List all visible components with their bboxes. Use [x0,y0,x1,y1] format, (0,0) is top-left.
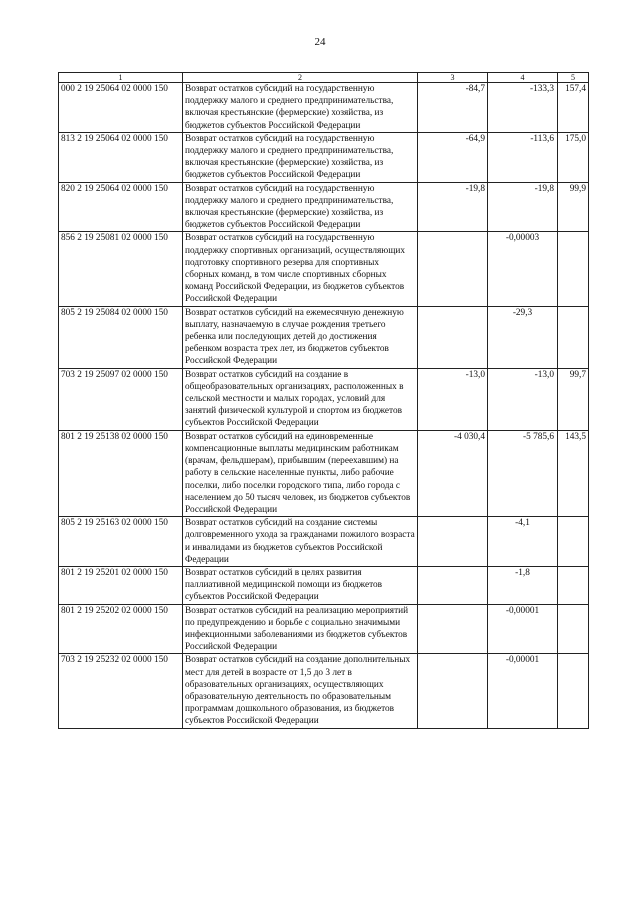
description-cell: Возврат остатков субсидий на государственную поддержку малого и среднего предпринимательства, включая крестьянские (фермерские) хозяйства, из бюджетов субъектов Российской Федерации [183,182,418,232]
code-cell: 000 2 19 25064 02 0000 150 [59,83,183,133]
description-cell: Возврат остатков субсидий в целях развития паллиативной медицинской помощи из бюджетов субъектов Российской Федерации [183,566,418,604]
code-cell: 801 2 19 25202 02 0000 150 [59,604,183,654]
code-cell: 820 2 19 25064 02 0000 150 [59,182,183,232]
percent-col-5 [558,517,589,567]
percent-col-5: 175,0 [558,132,589,182]
value-col-4: -29,3 [488,306,558,368]
code-cell: 801 2 19 25138 02 0000 150 [59,430,183,516]
table-row [59,604,589,654]
percent-col-5 [558,654,589,728]
value-col-3: -84,7 [418,83,488,133]
table-row [59,430,589,516]
code-cell: 703 2 19 25097 02 0000 150 [59,368,183,430]
value-col-3 [418,517,488,567]
value-col-3: -13,0 [418,368,488,430]
description-cell: Возврат остатков субсидий на создание в общеобразовательных организациях, расположенных в сельской местности и малых городах, условий для занятий физической культурой и спортом из бюджетов субъектов Российской Федерации [183,368,418,430]
value-col-4: -4,1 [488,517,558,567]
value-col-4: -0,00001 [488,654,558,728]
table-row [59,517,589,567]
description-cell: Возврат остатков субсидий на государственную поддержку малого и среднего предпринимательства, включая крестьянские (фермерские) хозяйства, из бюджетов субъектов Российской Федерации [183,83,418,133]
value-col-3: -19,8 [418,182,488,232]
value-col-4: -19,8 [488,182,558,232]
description-cell: Возврат остатков субсидий на ежемесячную денежную выплату, назначаемую в случае рождения третьего ребенка или последующих детей до достижения ребенком возраста трех лет, из бюджетов субъектов Российской Федерации [183,306,418,368]
percent-col-5 [558,566,589,604]
code-cell: 813 2 19 25064 02 0000 150 [59,132,183,182]
value-col-4: -5 785,6 [488,430,558,516]
budget-table [58,72,589,729]
value-col-3: -4 030,4 [418,430,488,516]
percent-col-5: 99,9 [558,182,589,232]
table-row [59,306,589,368]
description-cell: Возврат остатков субсидий на создание дополнительных мест для детей в возрасте от 1,5 до 3 лет в образовательных организациях, осуществляющих образовательную деятельность по образовательным программам дошкольного образования, из бюджетов субъектов Российской Федерации [183,654,418,728]
value-col-4: -113,6 [488,132,558,182]
table-row [59,83,589,133]
value-col-3 [418,306,488,368]
value-col-3 [418,604,488,654]
table-row [59,132,589,182]
value-col-4: -133,3 [488,83,558,133]
percent-col-5: 99,7 [558,368,589,430]
description-cell: Возврат остатков субсидий на единовременные компенсационные выплаты медицинским работникам (врачам, фельдшерам), прибывшим (переехавшим) на работу в сельские населенные пункты, либо рабочие поселки, либо поселки городского типа, либо города с населением до 50 тысяч человек, из бюджетов субъектов Российской Федерации [183,430,418,516]
header-col-2: 2 [183,73,418,83]
table-row [59,232,589,306]
header-col-3: 3 [418,73,488,83]
description-cell: Возврат остатков субсидий на государственную поддержку малого и среднего предпринимательства, включая крестьянские (фермерские) хозяйства, из бюджетов субъектов Российской Федерации [183,132,418,182]
percent-col-5 [558,604,589,654]
percent-col-5: 143,5 [558,430,589,516]
table-row [59,654,589,728]
description-cell: Возврат остатков субсидий на создание системы долговременного ухода за гражданами пожилого возраста и инвалидами из бюджетов субъектов Российской Федерации [183,517,418,567]
page-number: 24 [314,36,326,48]
percent-col-5: 157,4 [558,83,589,133]
table-header-row [59,73,589,83]
table-row [59,368,589,430]
description-cell: Возврат остатков субсидий на государственную поддержку спортивных организаций, осуществляющих подготовку спортивного резерва для спортивных сборных команд, в том числе спортивных сборных команд Российской Федерации, из бюджетов субъектов Российской Федерации [183,232,418,306]
value-col-3 [418,232,488,306]
value-col-4: -1,8 [488,566,558,604]
value-col-3 [418,654,488,728]
code-cell: 805 2 19 25084 02 0000 150 [59,306,183,368]
code-cell: 805 2 19 25163 02 0000 150 [59,517,183,567]
code-cell: 801 2 19 25201 02 0000 150 [59,566,183,604]
table-row [59,182,589,232]
value-col-3 [418,566,488,604]
code-cell: 703 2 19 25232 02 0000 150 [59,654,183,728]
value-col-4: -0,00003 [488,232,558,306]
description-cell: Возврат остатков субсидий на реализацию мероприятий по предупреждению и борьбе с социально значимыми инфекционными заболеваниями из бюджетов субъектов Российской Федерации [183,604,418,654]
header-col-4: 4 [488,73,558,83]
value-col-3: -64,9 [418,132,488,182]
header-col-5: 5 [558,73,589,83]
percent-col-5 [558,306,589,368]
percent-col-5 [558,232,589,306]
value-col-4: -0,00001 [488,604,558,654]
value-col-4: -13,0 [488,368,558,430]
header-col-1: 1 [59,73,183,83]
code-cell: 856 2 19 25081 02 0000 150 [59,232,183,306]
table-row [59,566,589,604]
